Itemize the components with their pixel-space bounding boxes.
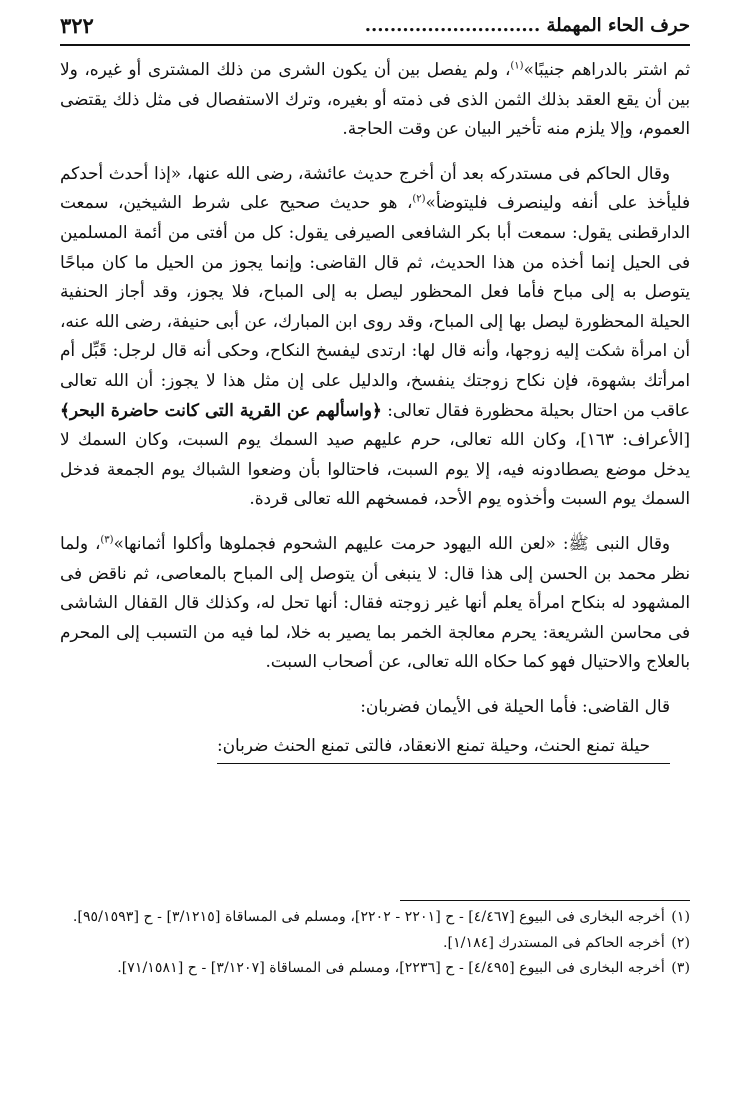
footnote-3-text: أخرجه البخارى فى البيوع [٤/٤٩٥] - ح [٢٢٣٦]، ومسلم فى المساقاة [٣/١٢٠٧] - ح [٧١/١٥٨١]. — [117, 960, 665, 977]
footnote-ref-2: (٢) — [412, 193, 426, 205]
footnote-1 — [60, 906, 690, 930]
footnote-ref-3: (٣) — [100, 534, 114, 546]
paragraph-2 — [60, 159, 690, 514]
paragraph-4: قال القاضى: فأما الحيلة فى الأيمان فضربان: — [360, 695, 670, 716]
paragraph-5 — [60, 731, 690, 764]
paragraph-5-text: حيلة تمنع الحنث، وحيلة تمنع الانعقاد، فالتى تمنع الحنث ضربان: — [217, 731, 670, 764]
footnote-1-text: أخرجه البخارى فى البيوع [٤/٤٦٧] - ح [٢٢٠١ - ٢٢٠٢]، ومسلم فى المساقاة [٣/١٢١٥] - ح [٩٥/١٥٩٣]. — [72, 909, 665, 925]
footnotes — [60, 906, 690, 983]
footnote-2-number: (٢) — [671, 934, 690, 951]
page-header — [60, 8, 690, 42]
paragraph-3-part-1: وقال النبى ﷺ: «لعن الله اليهود حرمت عليهم الشحوم فجملوها وأكلوا أثمانها» — [113, 532, 670, 553]
footnote-2 — [60, 932, 690, 956]
paragraph-1-part-1: ثم اشتر بالدراهم جنيبًا» — [523, 59, 690, 79]
footnote-2-text: أخرجه الحاكم فى المستدرك [١/١٨٤]. — [443, 934, 665, 951]
running-title: حرف الحاء المهملة ............................ — [364, 14, 690, 36]
page-number: ٣٢٢ — [60, 12, 94, 38]
footnote-divider — [400, 900, 690, 901]
footnote-3 — [60, 957, 690, 981]
quran-verse: ﴿واسألهم عن القرية التى كانت حاضرة البحر﴾ — [60, 399, 382, 420]
header-divider — [60, 44, 690, 46]
paragraph-1 — [60, 55, 690, 144]
paragraph-3 — [60, 529, 690, 677]
main-text — [60, 55, 690, 774]
paragraph-2-part-1: وقال الحاكم فى مستدركه بعد أن أخرج حديث عائشة، رضى الله عنها، «إذا أحدث أحدكم فليأخذ على أنفه ولينصرف فليتوضأ» — [60, 162, 690, 213]
footnote-1-number: (١) — [671, 909, 690, 925]
footnote-3-number: (٣) — [671, 960, 690, 977]
paragraph-2-part-4: [الأعراف: ١٦٣]، وكان الله تعالى، حرم عليهم صيد السمك يوم السبت، وكان السمك لا يدخل موضع يصطادونه فيه، إلا يوم السبت، فاحتالوا بأن وضعوا الشباك يوم الجمعة فدخل السمك يوم السبت وأخذوه يوم الأحد، فمسخهم الله تعالى قردة. — [60, 429, 690, 509]
footnote-ref-1: (١) — [510, 60, 524, 72]
paragraph-3-part-2: ، ولما نظر محمد بن الحسن إلى هذا قال: لا ينبغى أن يتوصل إلى المباح بالمعاصى، ثم ناقض فى المشهود له بنكاح امرأة يعلم أنها غير زوجته فقال: أنها تحل له، وكذلك قال القفال الشاشى فى محاسن الشريعة: يحرم معالجة الخمر بما يصير به خلا، لما فيه من التسبب إلى المحرم بالعلاج والاحتيال فهو كما حكاه الله تعالى، عن أصحاب السبت. — [60, 532, 690, 672]
paragraph-1-part-2: ، ولم يفصل بين أن يكون الشرى من ذلك المشترى أو غيره، ولا بين أن يقع العقد بذلك الثمن الذى فى ذمته أو بغيره، وترك الاستفصال فى مثل ذلك يقتضى العموم، وإلا يلزم منه تأخير البيان عن وقت الحاجة. — [60, 59, 690, 139]
paragraph-2-part-2: ، هو حديث صحيح على شرط الشيخين، سمعت الدارقطنى يقول: سمعت أبا بكر الشافعى الصيرفى يقول: كل من أفتى من أئمة المسلمين فى الحيل إنما أخذه من هذا الحديث، ثم قال القاضى: وإنما يجوز من الحيل ما كان مباحًا يتوصل به إلى مباح فأما فعل المحظور ليصل به إلى المباح، فلا يجوز، وقد أجاز الحنفية الحيلة المحظورة ليصل بها إلى المباح، وقد روى ابن المبارك، عن أبى حنيفة، رضى الله عنه، أن امرأة شكت إليه زوجها، وأنه قال لها: ارتدى ليفسخ النكاح، وحكى أنه قال لرجل: قَبِّل أم امرأتك بشهوة، فإن نكاح زوجتك ينفسخ، والدليل على إن مثل هذا لا يجوز: أن الله تعالى عاقب من احتال بحيلة محظورة فقال تعالى: — [60, 192, 691, 420]
